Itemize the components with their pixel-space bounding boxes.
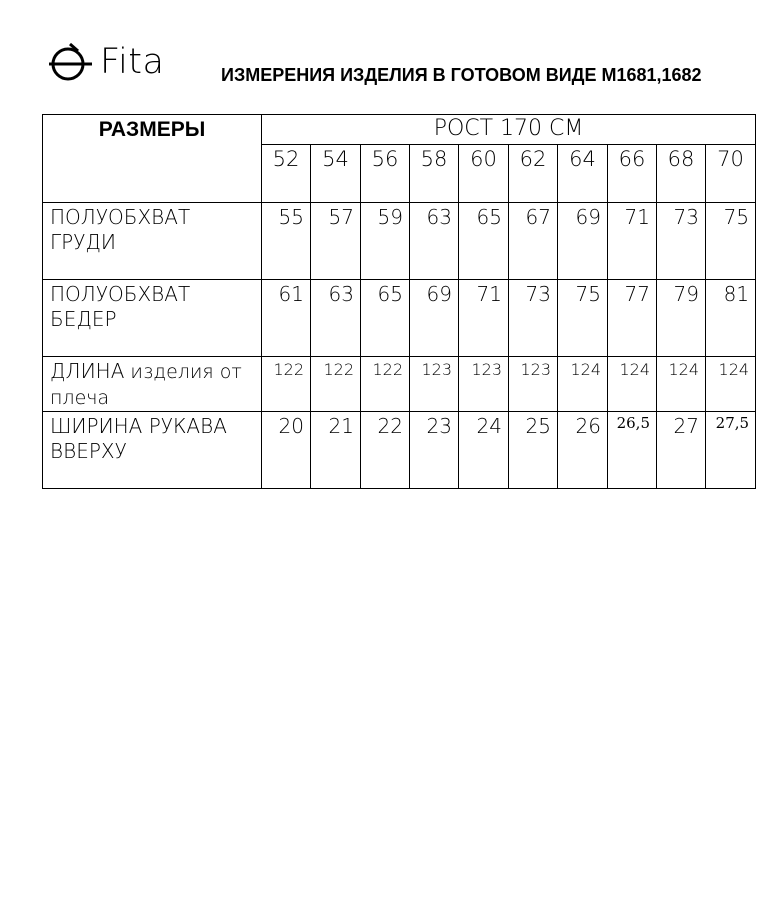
size-cell: 64 [558, 144, 608, 202]
sizes-header: РАЗМЕРЫ [43, 115, 262, 203]
table-row [43, 357, 756, 412]
brand-name: Fita [100, 42, 165, 82]
value-cell: 79 [657, 280, 706, 357]
size-cell: 70 [706, 144, 756, 202]
value-cell: 122 [311, 357, 361, 412]
value-cell: 123 [459, 357, 509, 412]
size-chart-table [42, 114, 756, 489]
value-cell: 124 [657, 357, 706, 412]
value-cell: 73 [657, 203, 706, 280]
size-cell: 60 [459, 144, 509, 202]
value-cell: 122 [262, 357, 311, 412]
value-cell: 123 [509, 357, 558, 412]
row-label [43, 357, 262, 412]
value-cell: 26,5 [608, 412, 657, 489]
value-cell: 61 [262, 280, 311, 357]
value-cell: 71 [459, 280, 509, 357]
value-cell: 22 [361, 412, 410, 489]
value-cell: 57 [311, 203, 361, 280]
size-cell: 62 [509, 144, 558, 202]
value-cell: 69 [410, 280, 459, 357]
value-cell: 20 [262, 412, 311, 489]
value-cell: 24 [459, 412, 509, 489]
row-label: ПОЛУОБХВАТ ГРУДИ [43, 203, 262, 280]
value-cell: 75 [706, 203, 756, 280]
row-label-rest: изделия от плеча [50, 361, 242, 409]
table-row [43, 203, 756, 280]
value-cell: 55 [262, 203, 311, 280]
value-cell: 59 [361, 203, 410, 280]
height-header: РОСТ 170 СМ [262, 115, 756, 145]
size-cell: 56 [361, 144, 410, 202]
value-cell: 69 [558, 203, 608, 280]
value-cell: 71 [608, 203, 657, 280]
value-cell: 124 [608, 357, 657, 412]
value-cell: 65 [361, 280, 410, 357]
value-cell: 73 [509, 280, 558, 357]
value-cell: 124 [706, 357, 756, 412]
value-cell: 65 [459, 203, 509, 280]
value-cell: 23 [410, 412, 459, 489]
value-cell: 63 [311, 280, 361, 357]
row-label: ПОЛУОБХВАТ БЕДЕР [43, 280, 262, 357]
row-label: ШИРИНА РУКАВА ВВЕРХУ [43, 412, 262, 489]
value-cell: 67 [509, 203, 558, 280]
size-cell: 66 [608, 144, 657, 202]
value-cell: 27,5 [706, 412, 756, 489]
size-cell: 68 [657, 144, 706, 202]
value-cell: 81 [706, 280, 756, 357]
brand-logo [48, 40, 178, 84]
size-cell: 58 [410, 144, 459, 202]
document-title: ИЗМЕРЕНИЯ ИЗДЕЛИЯ В ГОТОВОМ ВИДЕ М1681,1682 [221, 65, 702, 85]
value-cell: 122 [361, 357, 410, 412]
value-cell: 77 [608, 280, 657, 357]
table-row [43, 412, 756, 489]
value-cell: 26 [558, 412, 608, 489]
value-cell: 123 [410, 357, 459, 412]
size-cell: 54 [311, 144, 361, 202]
value-cell: 124 [558, 357, 608, 412]
value-cell: 21 [311, 412, 361, 489]
fita-logo-icon [48, 42, 94, 82]
value-cell: 75 [558, 280, 608, 357]
table-row [43, 280, 756, 357]
value-cell: 25 [509, 412, 558, 489]
row-label-main: ДЛИНА [50, 359, 125, 383]
value-cell: 27 [657, 412, 706, 489]
size-cell: 52 [262, 144, 311, 202]
value-cell: 63 [410, 203, 459, 280]
